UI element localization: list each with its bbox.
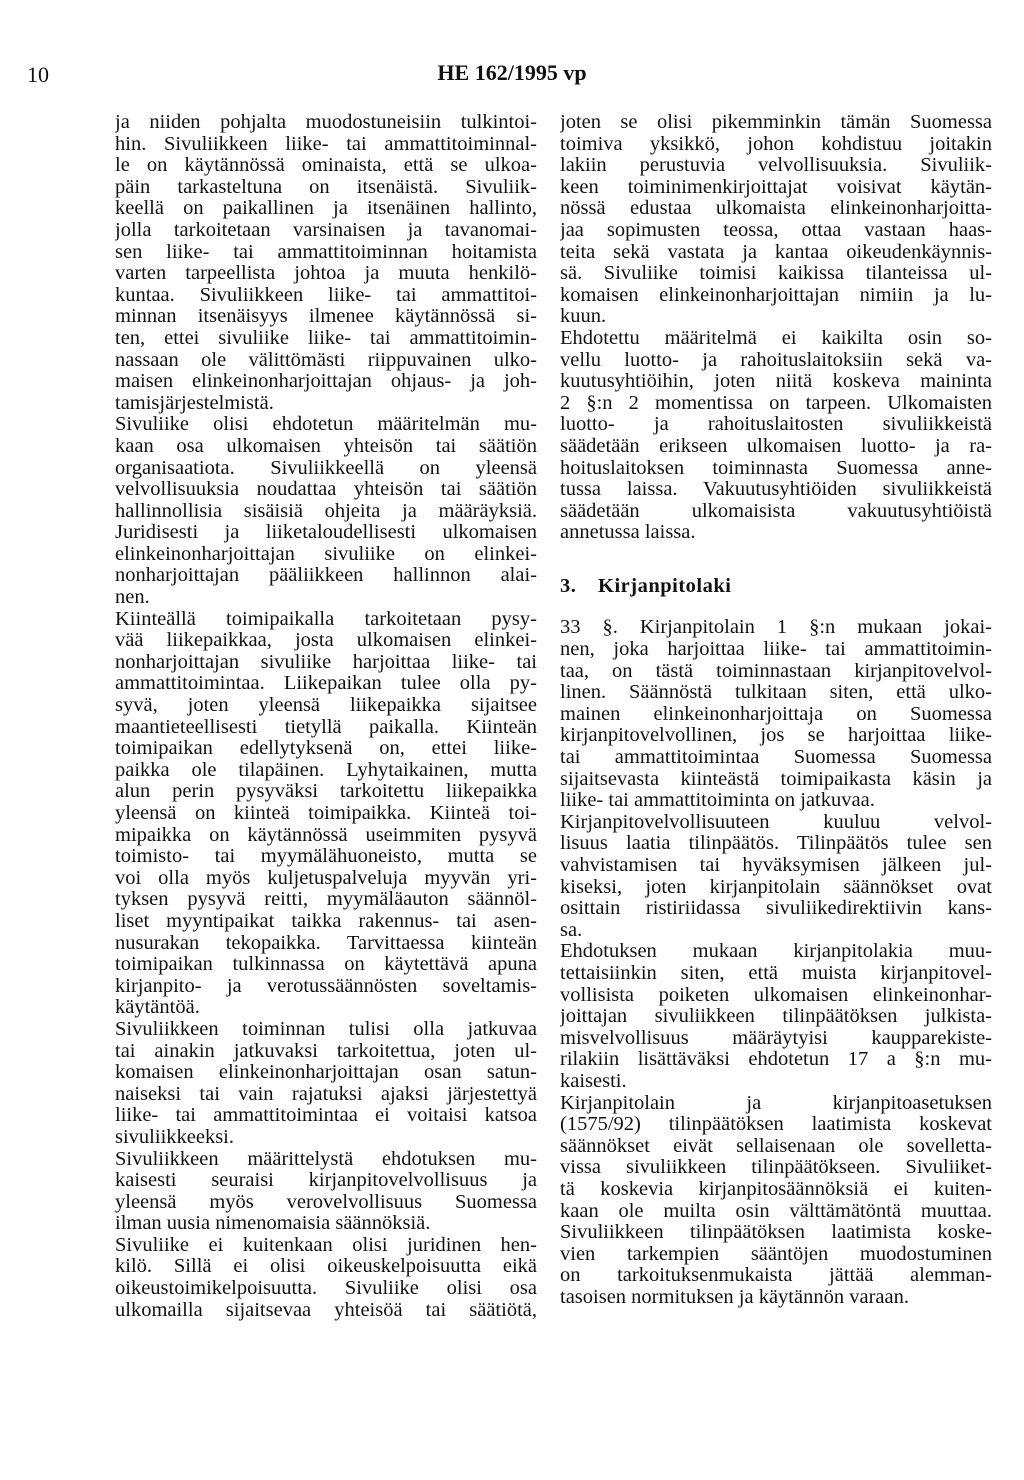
text-line: annetussa laissa. [560, 521, 696, 544]
text-line: liike- tai ammattitoiminta on jatkuvaa. [560, 789, 875, 812]
text-line: vissa sivuliikkeen tilinpäätökseen. Sivuliiket- [560, 1157, 992, 1179]
text-line: hoituslaitoksen toiminnasta Suomessa anne- [560, 457, 992, 479]
text-line: jaa sopimusten teossa, ottaa vastaan haas- [560, 219, 992, 241]
text-line: voi olla myös kuljetuspalveluja myyvän yri- [115, 867, 537, 889]
text-line: vollisista poiketen ulkomaisen elinkeinonhar- [560, 984, 992, 1006]
text-line: kiseksi, joten kirjanpitolain säännökset ovat [560, 876, 992, 898]
text-line: kaisesti seuraisi kirjanpitovelvollisuus ja [115, 1170, 537, 1192]
text-line: Sivuliike olisi ehdotetun määritelmän mu- [115, 414, 537, 436]
right-column-top-text [560, 112, 992, 544]
text-line: tettaisiinkin siten, että muista kirjanpitovel- [560, 962, 992, 984]
text-line: komaisen elinkeinonharjoittajan osan satun- [115, 1062, 537, 1084]
text-line: kuutusyhtiöihin, joten niitä koskeva maininta [560, 371, 992, 393]
text-line: kuntaa. Sivuliikkeen liike- tai ammattitoi- [115, 284, 537, 306]
text-line: päin tarkasteltuna on itsenäistä. Sivuliik- [115, 176, 537, 198]
text-line: ulkomailla sijaitsevaa yhteisöä tai säätiötä, [115, 1299, 537, 1321]
text-line: osittain ristiriidassa sivuliikedirektiivin kans- [560, 898, 992, 920]
text-line: tamisjärjestelmistä. [115, 391, 274, 414]
text-line: nonharjoittajan sivuliike harjoittaa liike- tai [115, 651, 537, 673]
text-line: mainen elinkeinonharjoittaja on Suomessa [560, 703, 992, 725]
text-line: Ehdotuksen mukaan kirjanpitolakia muu- [560, 941, 992, 963]
text-line: lakiin perustuvia velvollisuuksia. Sivuliik- [560, 155, 992, 177]
text-line: tasoisen normituksen ja käytännön varaan. [560, 1285, 909, 1308]
text-line: maantieteellisesti tietyllä paikalla. Kiinteän [115, 716, 537, 738]
text-line: Ehdotettu määritelmä ei kaikilta osin so- [560, 327, 992, 349]
text-line: Kiinteällä toimipaikalla tarkoitetaan pysy- [115, 608, 537, 630]
text-line: toimipaikan edellytyksenä on, ettei liike- [115, 738, 537, 760]
section-number: 3. [560, 574, 577, 597]
text-line: lisuus laatia tilinpäätös. Tilinpäätös tulee sen [560, 833, 992, 855]
page-number: 10 [27, 62, 49, 87]
text-line: kaan osa ulkomaisen yhteisön tai säätiön [115, 435, 537, 457]
text-line: hin. Sivuliikkeen liike- tai ammattitoiminnal- [115, 133, 537, 155]
text-line: vien tarkempien sääntöjen muodostuminen [560, 1243, 992, 1265]
text-line: luotto- ja rahoituslaitosten sivuliikkeistä [560, 414, 992, 436]
text-line: vahvistamisen tai hyväksymisen jälkeen jul- [560, 855, 992, 876]
text-line: kaan ole muilta osin välttämätöntä muuttaa. [560, 1200, 992, 1222]
text-line: Juridisesti ja liiketaloudellisesti ulkomaisen [115, 522, 537, 544]
right-text-column [560, 112, 992, 1308]
text-line: rilakiin lisättäväksi ehdotetun 17 a §:n mu- [560, 1049, 992, 1071]
running-header: HE 162/1995 vp [437, 60, 587, 85]
text-line: nassaan ole välittömästi riippuvainen ulko- [115, 349, 537, 371]
text-line: mipaikka on käytännössä useimmiten pysyvä [115, 824, 537, 846]
text-line: Sivuliikkeen toiminnan tulisi olla jatkuvaa [115, 1018, 537, 1040]
text-line: sä. Sivuliike toimisi kaikissa tilanteissa ul- [560, 263, 992, 285]
text-line: sa. [560, 918, 583, 941]
text-line: ilman uusia nimenomaisia säännöksiä. [115, 1212, 431, 1235]
text-line: ten, ettei sivuliike liike- tai ammattitoimin- [115, 327, 537, 349]
text-line: säädetään erikseen ulkomaisen luotto- ja ra- [560, 435, 992, 457]
text-line: yleensä myös verovelvollisuus Suomessa [115, 1191, 537, 1213]
text-line: sivuliikkeeksi. [115, 1125, 235, 1148]
text-line: vää liikepaikkaa, josta ulkomaisen elinkei- [115, 630, 537, 652]
text-line: nusurakan tekopaikka. Tarvittaessa kiinteän [115, 932, 537, 954]
text-line: säädetään ulkomaisista vakuutusyhtiöistä [560, 500, 992, 522]
text-line: ammattitoimintaa. Liikepaikan tulee olla py- [115, 673, 537, 695]
text-line: tai ammattitoimintaa Suomessa Suomessa [560, 747, 992, 769]
text-line: velvollisuuksia noudattaa yhteisön tai säätiön [115, 479, 537, 501]
text-line: teita sekä vastata ja kantaa oikeudenkäynnis- [560, 241, 992, 263]
left-text-column [115, 112, 537, 1321]
text-line: kirjanpito- ja verotussäännösten soveltamis- [115, 975, 537, 997]
text-line: nen, joka harjoittaa liike- tai ammattitoimin- [560, 639, 992, 661]
text-line: tyksen pysyvä reitti, myymäläauton säännöl- [115, 889, 537, 911]
text-line: Kirjanpitolain ja kirjanpitoasetuksen [560, 1092, 992, 1114]
text-line: alun perin pysyväksi tarkoitettu liikepaikka [115, 781, 537, 803]
text-line: jolla tarkoitetaan varsinaisen ja tavanomai- [115, 219, 537, 241]
text-line: varten tarpeellista johtoa ja muuta henkilö- [115, 263, 537, 285]
text-line: ja niiden pohjalta muodostuneisiin tulkintoi- [115, 112, 537, 133]
text-line: syvä, joten yleensä liikepaikka sijaitsee [115, 695, 537, 717]
text-line: vellu luotto- ja rahoituslaitoksiin sekä va- [560, 349, 992, 371]
section-heading [560, 576, 992, 598]
text-line: Sivuliikkeen tilinpäätöksen laatimista koske- [560, 1222, 992, 1244]
text-line: joittajan sivuliikkeen tilinpäätöksen julkista- [560, 1006, 992, 1028]
text-line: kuun. [560, 305, 607, 328]
text-line: (1575/92) tilinpäätöksen laatimista koskevat [560, 1114, 992, 1136]
text-line: säännökset eivät sellaisenaan ole sovelletta- [560, 1135, 992, 1157]
text-line: keen toiminimenkirjoittajat voisivat käytän- [560, 176, 992, 198]
text-line: 2 §:n 2 momentissa on tarpeen. Ulkomaisten [560, 392, 992, 414]
text-line: joten se olisi pikemminkin tämän Suomessa [560, 112, 992, 133]
text-line: liset myyntipaikat taikka rakennus- tai asen- [115, 910, 537, 932]
text-line: nonharjoittajan pääliikkeen hallinnon alai- [115, 565, 537, 587]
text-line: linen. Säännöstä tulkitaan siten, että ulko- [560, 682, 992, 704]
text-line: toimiva yksikkö, johon kohdistuu joitakin [560, 133, 992, 155]
text-line: tai ainakin jatkuvaksi tarkoitettua, joten ul- [115, 1040, 537, 1062]
text-line: nössä edustaa ulkomaista elinkeinonharjoitta- [560, 198, 992, 220]
text-line: kaisesti. [560, 1069, 627, 1092]
text-line: yleensä on kiinteä toimipaikka. Kiinteä toi- [115, 803, 537, 824]
text-line: Kirjanpitovelvollisuuteen kuuluu velvol- [560, 811, 992, 833]
text-line: on tarkoituksenmukaista jättää alemman- [560, 1265, 992, 1287]
text-line: misvelvollisuus määräytyisi kaupparekiste- [560, 1027, 992, 1049]
text-line: liike- tai ammattitoimintaa ei voitaisi katsoa [115, 1105, 537, 1127]
text-line: toimisto- tai myymälähuoneisto, mutta se [115, 846, 537, 868]
text-line: Sivuliikkeen määrittelystä ehdotuksen mu- [115, 1148, 537, 1170]
text-line: 33 §. Kirjanpitolain 1 §:n mukaan jokai- [560, 617, 992, 639]
text-line: kirjanpitovelvollinen, jos se harjoittaa liike- [560, 725, 992, 747]
text-line: tussa laissa. Vakuutusyhtiöiden sivuliikkeistä [560, 479, 992, 501]
text-line: käytäntöä. [115, 996, 200, 1019]
text-line: sijaitsevasta kiinteästä toimipaikasta käsin ja [560, 768, 992, 790]
text-line: le on käytännössä ominaista, että se ulkoa- [115, 155, 537, 177]
text-line: sen liike- tai ammattitoiminnan hoitamista [115, 241, 537, 263]
text-line: minnan itsenäisyys ilmenee käytännössä si- [115, 306, 537, 328]
text-line: kilö. Sillä ei olisi oikeuskelpoisuutta eikä [115, 1256, 537, 1278]
text-line: paikka ole tilapäinen. Lyhytaikainen, mutta [115, 759, 537, 781]
text-line: komaisen elinkeinonharjoittajan nimiin ja lu- [560, 284, 992, 306]
text-line: Sivuliike ei kuitenkaan olisi juridinen hen- [115, 1234, 537, 1256]
text-line: nen. [115, 586, 150, 609]
text-line: organisaatiota. Sivuliikkeellä on yleensä [115, 457, 537, 479]
text-line: tä koskevia kirjanpitosäännöksiä ei kuiten- [560, 1178, 992, 1200]
text-line: maisen elinkeinonharjoittajan ohjaus- ja joh- [115, 371, 537, 393]
text-line: toimipaikan tulkinnassa on käytettävä apuna [115, 954, 537, 976]
text-line: keellä on paikallinen ja itsenäinen hallinto, [115, 198, 537, 220]
right-column-bottom-text [560, 617, 992, 1308]
text-line: oikeustoimikelpoisuutta. Sivuliike olisi osa [115, 1278, 537, 1300]
text-line: hallinnollisia sisäisiä ohjeita ja määräyksiä. [115, 500, 537, 522]
text-line: taa, on tästä toiminnastaan kirjanpitovelvol- [560, 660, 992, 682]
text-line: naiseksi tai vain rajatuksi ajaksi järjestettyä [115, 1083, 537, 1105]
section-title: Kirjanpitolaki [598, 574, 732, 597]
text-line: elinkeinonharjoittajan sivuliike on elinkei- [115, 543, 537, 565]
